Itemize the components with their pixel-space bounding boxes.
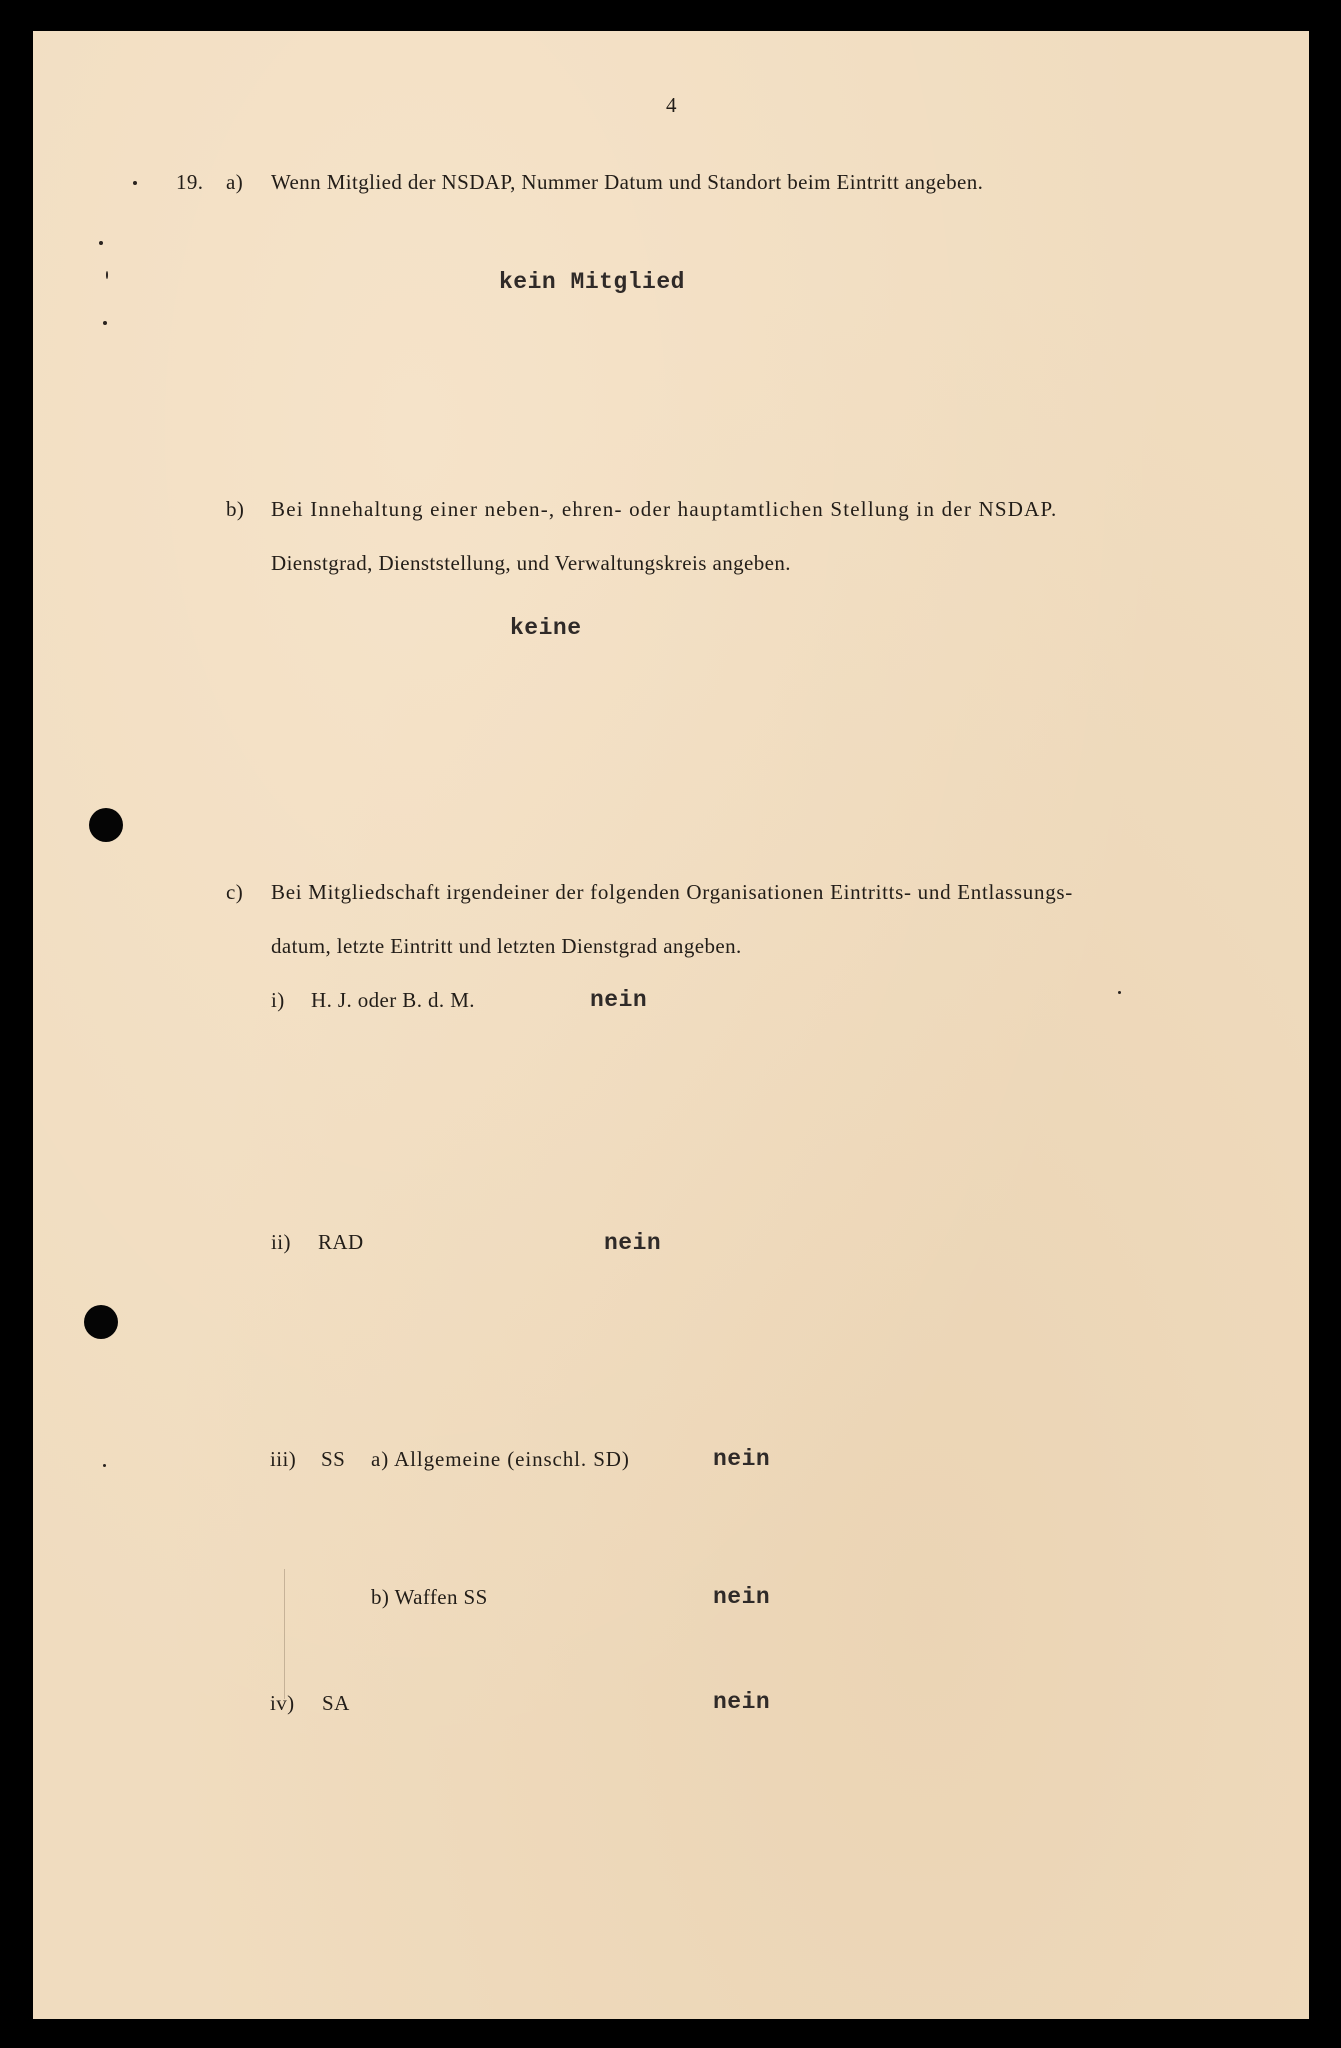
question-c-label: c) — [226, 880, 244, 904]
item-organization: SS — [321, 1447, 346, 1471]
item-number: iii) — [270, 1447, 297, 1471]
item-subcategory: a) Allgemeine (einschl. SD) — [371, 1447, 630, 1471]
item-answer: nein — [713, 1689, 771, 1715]
margin-speck — [133, 181, 137, 185]
item-organization: SA — [322, 1691, 350, 1715]
item-organization: H. J. oder B. d. M. — [311, 988, 475, 1012]
item-organization: RAD — [318, 1230, 364, 1254]
question-c-line1: Bei Mitgliedschaft irgendeiner der folgenden Organisationen Eintritts- und Entlassungs- — [271, 880, 1073, 904]
item-answer: nein — [604, 1230, 662, 1256]
margin-speck — [103, 321, 107, 325]
margin-speck — [106, 271, 108, 279]
margin-speck — [1118, 991, 1121, 994]
item-number: iv) — [270, 1691, 295, 1715]
answer-a: kein Mitglied — [499, 269, 685, 295]
question-b-label: b) — [226, 497, 245, 521]
question-b-line1: Bei Innehaltung einer neben-, ehren- oder hauptamtlichen Stellung in der NSDAP. — [271, 497, 1058, 521]
document-page — [33, 31, 1309, 2019]
punch-hole-top — [89, 808, 123, 842]
margin-tick — [284, 1569, 285, 1699]
item-answer: nein — [590, 987, 648, 1013]
question-b-line2: Dienstgrad, Dienststellung, und Verwaltungskreis angeben. — [271, 551, 791, 575]
margin-speck — [103, 1464, 106, 1467]
item-subcategory: b) Waffen SS — [371, 1585, 488, 1609]
page-number: 4 — [666, 93, 677, 117]
question-a-label: a) — [226, 170, 244, 194]
question-a-text: Wenn Mitglied der NSDAP, Nummer Datum und Standort beim Eintritt angeben. — [271, 170, 984, 194]
question-c-line2: datum, letzte Eintritt und letzten Dienstgrad angeben. — [271, 934, 742, 958]
margin-speck — [99, 241, 103, 245]
answer-b: keine — [510, 615, 582, 641]
item-answer: nein — [713, 1584, 771, 1610]
item-answer: nein — [713, 1446, 771, 1472]
punch-hole-bottom — [84, 1305, 118, 1339]
item-number: ii) — [271, 1230, 291, 1254]
question-number: 19. — [176, 170, 204, 194]
item-number: i) — [271, 988, 285, 1012]
